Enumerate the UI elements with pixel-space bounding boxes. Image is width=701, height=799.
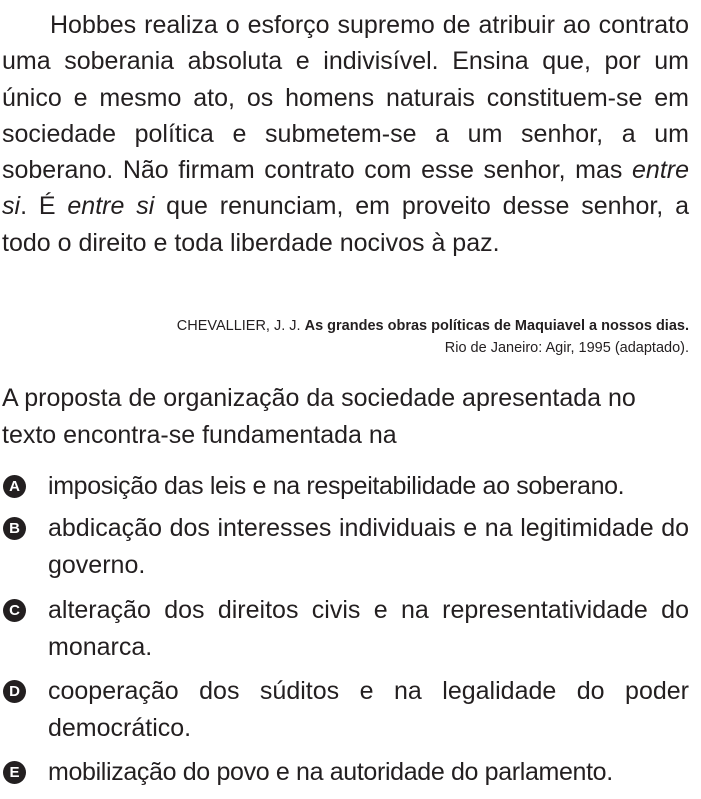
excerpt-emphasis-2: entre si bbox=[67, 192, 155, 221]
option-a-letter-badge: A bbox=[3, 475, 26, 498]
excerpt-text-part-1: Hobbes realiza o esforço supremo de atribuir ao contrato uma soberania absoluta e indivisível. Ensina que, por um único e mesmo ato, os homens naturais constituem-se em sociedade política e submetem-se a um senhor, a um soberano. Não firmam contrato com esse senhor, mas bbox=[2, 11, 689, 185]
citation-publication: Rio de Janeiro: Agir, 1995 (adaptado). bbox=[444, 340, 689, 356]
option-d-text: cooperação dos súditos e na legalidade do poder democrático. bbox=[48, 677, 689, 742]
option-b-text: abdicação dos interesses individuais e na legitimidade do governo. bbox=[48, 514, 689, 579]
option-c-text: alteração dos direitos civis e na representatividade do monarca. bbox=[48, 596, 689, 661]
excerpt-text-part-3: que renunciam, em proveito desse senhor, a todo o direito e toda liberdade nocivos à paz. bbox=[2, 192, 690, 257]
citation-title: As grandes obras políticas de Maquiavel a nossos dias. bbox=[304, 318, 689, 334]
question-stem: A proposta de organização da sociedade apresentada no texto encontra-se fundamentada na bbox=[2, 384, 636, 449]
option-b-letter-badge: B bbox=[3, 517, 26, 540]
excerpt-emphasis-1: entre si bbox=[2, 156, 689, 221]
option-e-letter-badge: E bbox=[3, 761, 26, 784]
excerpt-text-part-2: . É bbox=[20, 192, 68, 221]
option-e-text: mobilização do povo e na autoridade do parlamento. bbox=[48, 758, 613, 786]
option-c-letter-badge: C bbox=[3, 599, 26, 622]
citation-author: CHEVALLIER, J. J. bbox=[176, 318, 305, 334]
option-d-letter-badge: D bbox=[3, 680, 26, 703]
option-a-text: imposição das leis e na respeitabilidade ao soberano. bbox=[48, 472, 625, 500]
